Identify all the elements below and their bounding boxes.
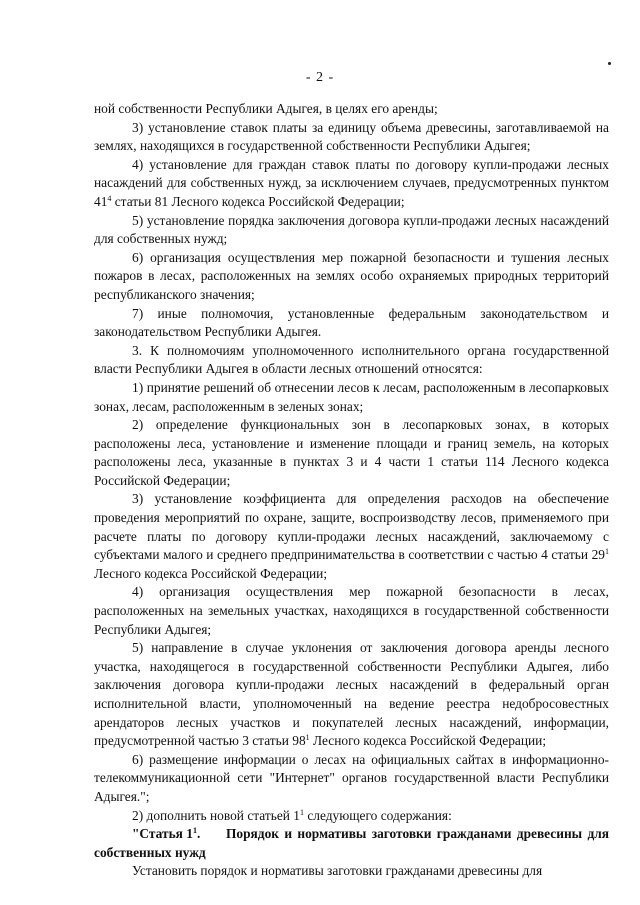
paragraph: 6) размещение информации о лесах на официальных сайтах в информационно-телекоммуникационной сети "Интернет" органов государственной власти Республики Адыгея."; [94,751,609,804]
paragraph-text: Лесного кодекса Российской Федерации; [309,733,547,749]
page-number: - 2 - [305,70,335,85]
article-label: "Статья 1 [132,826,193,842]
paragraph [94,807,609,826]
paragraph: 1) принятие решений об отнесении лесов к лесам, расположенным в лесопарковых зонах, лесам, расположенным в зеленых зонах; [94,379,609,414]
paragraph: 6) организация осуществления мер пожарной безопасности и тушения лесных пожаров в лесах, расположенных на землях особо охраняемых природных территорий республиканского значения; [94,249,609,302]
paragraph-text: 3) установление коэффициента для определения расходов на обеспечение проведения мероприятий по охране, защите, воспроизводству лесов, применяемого при расчете платы по договору купли-продажи лесных насаждений, заключаемому с субъектами малого и среднего предпринимательства в соответствии с частью 4 статьи 29 [94,491,609,563]
article-title: Порядок и нормативы заготовки гражданами древесины для собственных нужд [94,826,609,860]
paragraph: 2) определение функциональных зон в лесопарковых зонах, в которых расположены леса, установление и изменение площади и границ земель, на которых расположены леса, указанные в пунктах 3 и 4 части 1 статьи 114 Лесного кодекса Российской Федерации; [94,417,609,488]
paragraph [94,490,609,583]
paragraph-text: 4) установление для граждан ставок платы по договору купли-продажи лесных насаждений для собственных нужд, за исключением случаев, предусмотренных пунктом 41 [94,156,609,209]
paragraph: 4) организация осуществления мер пожарной безопасности в лесах, расположенных на земельных участках, находящихся в государственной собственности Республики Адыгея; [94,584,609,637]
paragraph: 5) установление порядка заключения договора купли-продажи лесных насаждений для собственных нужд; [94,212,609,247]
paragraph-text: Лесного кодекса Российской Федерации; [94,565,328,581]
document-body [94,100,609,881]
scan-mark [608,62,611,65]
article-label-end: . [196,826,201,842]
article-heading [94,825,609,862]
paragraph: 7) иные полномочия, установленные федеральным законодательством и законодательством Республики Адыгея. [94,305,609,340]
paragraph [94,156,609,212]
paragraph: 3. К полномочиям уполномоченного исполнительного органа государственной власти Республики Адыгея в области лесных отношений относятся: [94,342,609,377]
paragraph [94,639,609,751]
superscript: 1 [299,807,304,817]
superscript: 4 [107,193,112,203]
article-number [94,825,226,844]
paragraph: Установить порядок и нормативы заготовки гражданами древесины для [132,863,543,879]
paragraph-text: 2) дополнить новой статьей 1 [132,807,300,823]
paragraph-text: 5) направление в случае уклонения от заключения договора аренды лесного участка, находящегося в государственной собственности Республики Адыгея, либо заключения договора купли-продажи лесных насаждений в федеральный орган исполнительной власти, уполномоченный на ведение реестра недобросовестных арендаторов лесных участков и покупателей лесных насаждений, информации, предусмотренной частью 3 статьи 98 [94,640,609,749]
paragraph: ной собственности Республики Адыгея, в целях его аренды; [94,101,438,116]
superscript: 1 [305,733,310,743]
superscript: 1 [605,547,609,557]
paragraph-text: статьи 81 Лесного кодекса Российской Федерации; [111,193,405,209]
paragraph: 3) установление ставок платы за единицу объема древесины, заготавливаемой на землях, находящихся в государственной собственности Республики Адыгея; [94,119,609,154]
superscript: 1 [192,826,197,836]
paragraph-text: следующего содержания: [303,807,452,823]
